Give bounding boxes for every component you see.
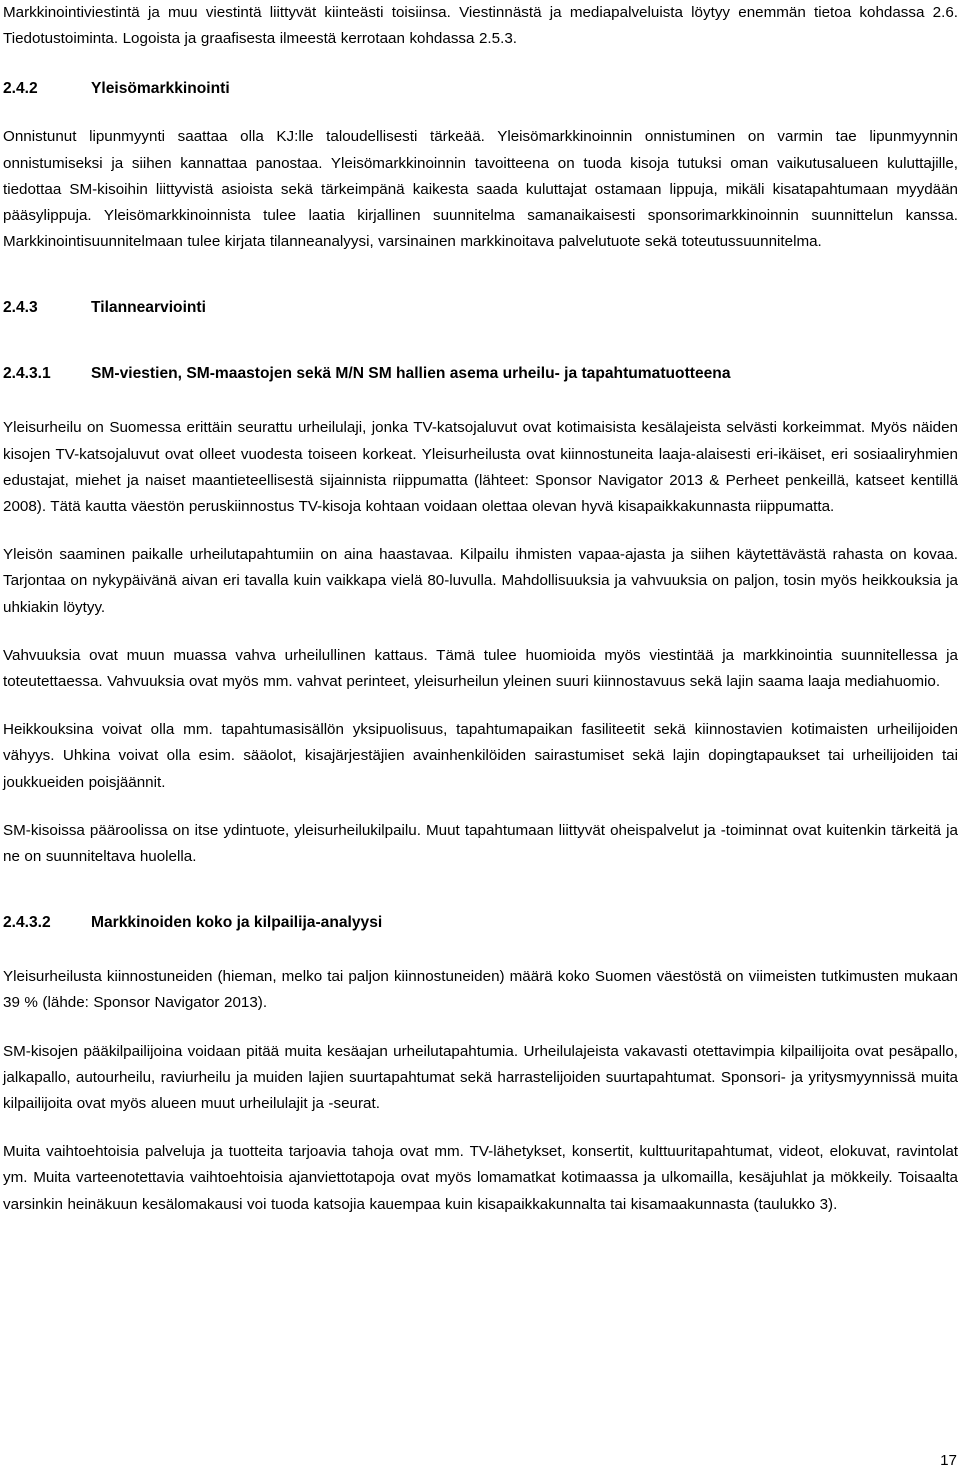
heading-number: 2.4.2 xyxy=(3,80,38,98)
heading-number: 2.4.3.2 xyxy=(3,914,51,932)
spacer xyxy=(3,387,958,415)
spacer xyxy=(3,1117,958,1139)
spacer xyxy=(3,1017,958,1039)
heading-2-4-3-1 xyxy=(3,361,958,387)
spacer xyxy=(3,870,958,910)
section-2-4-3-1-paragraph-4: Heikkouksina voivat olla mm. tapahtumasisällön yksipuolisuus, tapahtumapaikan fasiliteetit sekä kiinnostavien kotimaisten urheilijoiden vähyys. Uhkina voivat olla esim. sääolot, kisajärjestäjien avainhenkilöiden sairastumiset sekä lajin dopingtapaukset tai urheilijoiden tai joukkueiden poisjäännit. xyxy=(3,721,958,791)
heading-2-4-2 xyxy=(3,76,958,102)
spacer xyxy=(3,621,958,643)
spacer xyxy=(3,695,958,717)
heading-title: SM-viestien, SM-maastojen sekä M/N SM hallien asema urheilu- ja tapahtumatuotteena xyxy=(91,365,731,383)
section-2-4-3-2-paragraph-1: Yleisurheilusta kiinnostuneiden (hieman, melko tai paljon kiinnostuneiden) määrä koko Suomen väestöstä on viimeisten tutkimusten mukaan 39 % (lähde: Sponsor Navigator 2013). xyxy=(3,968,958,1012)
spacer xyxy=(3,936,958,964)
section-2-4-3-2-paragraph-3: Muita vaihtoehtoisia palveluja ja tuotteita tarjoavia tahoja ovat mm. TV-lähetykset, konsertit, kulttuuritapahtumat, videot, elokuvat, ravintolat ym. Muita varteenotettavia vaihtoehtoisia ajanviettotapoja ovat myös lomamatkat kotimaassa ja ulkomailla, kesäjuhlat ja mökkeily. Toisaalta varsinkin heinäkuun kesälomakausi voi tuoda katsojia kauempaa kuin kisapaikkakunnalta tai kisamaakunnasta (taulukko 3). xyxy=(3,1143,958,1213)
spacer xyxy=(3,321,958,361)
heading-title: Tilannearviointi xyxy=(91,299,206,317)
spacer xyxy=(3,102,958,124)
section-2-4-3-1-paragraph-5: SM-kisoissa pääroolissa on itse ydintuote, yleisurheilukilpailu. Muut tapahtumaan liittyvät oheispalvelut ja -toiminnat ovat kuitenkin tärkeitä ja ne on suunniteltava huolella. xyxy=(3,821,958,866)
section-2-4-3-1-paragraph-1: Yleisurheilu on Suomessa erittäin seurattu urheilulaji, jonka TV-katsojaluvut ovat kotimaisista kesälajeista selvästi korkeimmat. Myös näiden kisojen TV-katsojaluvut ovat olleet vuodesta toiseen korkeat. Yleisurheilusta ovat kiinnostuneita laaja-alaisesti eri-ikäiset, eri sosiaaliryhmien edustajat, miehet ja naiset maantieteellisestä sijainnista riippumatta (lähteet: Sponsor Navigator 2013 & Perheet penkeillä, katseet kentillä 2008). Tätä kautta väestön peruskiinnostus TV-kisoja kohtaan voidaan olettaa olevan hyvä kisapaikkakunnasta riippumatta. xyxy=(3,419,958,516)
heading-2-4-3 xyxy=(3,295,958,321)
page-content xyxy=(3,0,958,1218)
section-2-4-3-1-paragraph-3: Vahvuuksia ovat muun muassa vahva urheilullinen kattaus. Tämä tulee huomioida myös viestintää ja markkinointia suunnitellessa ja toteutettaessa. Vahvuuksia ovat myös mm. vahvat perinteet, yleisurheilun yleinen suuri kiinnostavuus sekä lajin saama laaja mediahuomio. xyxy=(3,646,958,691)
page-number: 17 xyxy=(940,1452,957,1469)
spacer xyxy=(3,255,958,295)
section-2-4-2-paragraph: Onnistunut lipunmyynti saattaa olla KJ:lle taloudellisesti tärkeää. Yleisömarkkinoinnin onnistuminen on varmin tae lipunmyynnin onnistumiseksi ja siihen kannattaa panostaa. Yleisömarkkinoinnin tavoitteena on tuoda kisoja tutuksi oman vaikutusalueen kuluttajille, tiedottaa SM-kisoihin liittyvistä asioista sekä tärkeimpänä kaikesta saada kuluttajat ostamaan lippuja, mikäli kisatapahtumaan myydään pääsylippuja. Yleisömarkkinoinnista tulee laatia kirjallinen suunnitelma samanaikaisesti sponsorimarkkinoinnin suunnittelun kanssa. Markkinointisuunnitelmaan tulee kirjata tilanneanalyysi, varsinainen markkinoitava palvelutuote sekä toteutussuunnitelma. xyxy=(3,128,958,251)
intro-paragraph: Markkinointiviestintä ja muu viestintä liittyvät kiinteästi toisiinsa. Viestinnästä ja mediapalveluista löytyy enemmän tietoa kohdassa 2.6. Tiedotustoiminta. Logoista ja graafisesta ilmeestä kerrotaan kohdassa 2.5.3. xyxy=(3,4,958,48)
section-2-4-3-2-paragraph-2: SM-kisojen pääkilpailijoina voidaan pitää muita kesäajan urheilutapahtumia. Urheilulajeista vakavasti otettavimpia kilpailijoita ovat pesäpallo, jalkapallo, autourheilu, raviurheilu ja muiden lajien suurtapahtumat sekä harrastelijoiden suurtapahtumat. Sponsori- ja yritysmyynnissä muita kilpailijoita ovat myös alueen muut urheilulajit ja -seurat. xyxy=(3,1042,958,1113)
heading-number: 2.4.3.1 xyxy=(3,365,51,383)
spacer xyxy=(3,520,958,542)
spacer xyxy=(3,52,958,76)
heading-2-4-3-2 xyxy=(3,910,958,936)
section-2-4-3-1-paragraph-2: Yleisön saaminen paikalle urheilutapahtumiin on aina haastavaa. Kilpailu ihmisten vapaa-ajasta ja siihen käytettävästä rahasta on kovaa. Tarjontaa on nykypäivänä aivan eri tavalla kuin vaikkapa vielä 80-luvulla. Mahdollisuuksia ja vahvuuksia on paljon, tosin myös heikkouksia ja uhkiakin löytyy. xyxy=(3,546,958,616)
heading-title: Markkinoiden koko ja kilpailija-analyysi xyxy=(91,914,383,932)
spacer xyxy=(3,796,958,818)
heading-number: 2.4.3 xyxy=(3,299,38,317)
heading-title: Yleisömarkkinointi xyxy=(91,80,230,98)
